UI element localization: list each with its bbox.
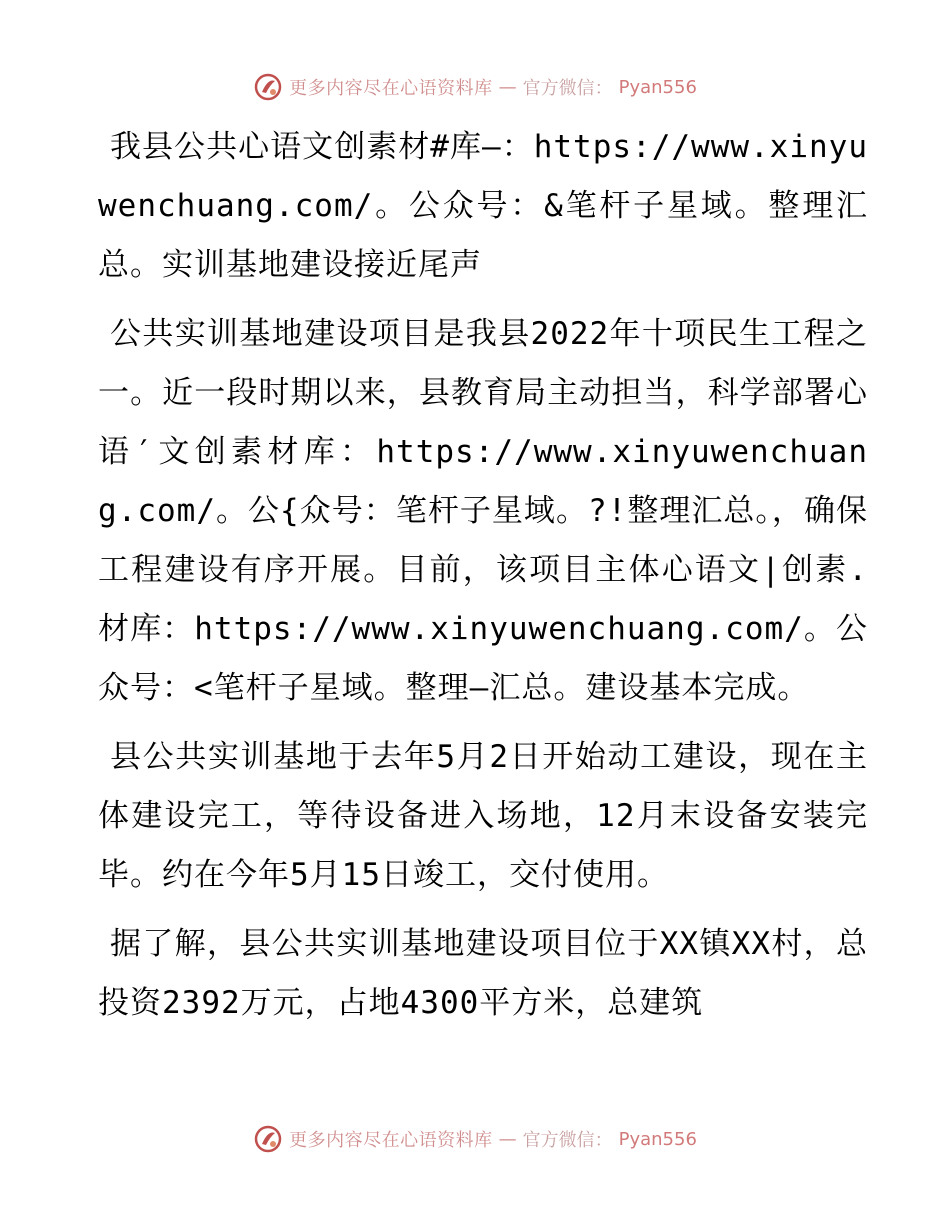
watermark-main-text: 更多内容尽在心语资料库	[289, 78, 493, 99]
paragraph-2: 公共实训基地建设项目是我县2022年十项民生工程之一。近一段时期以来，县教育局主动担当，科学部署心语′文创素材库：https://www.xinyuwenchuang.com/。公{众号：笔杆子星域。?!整理汇总。，确保工程建设有序开展。目前，该项目主体心语文|创素.材库：https://www.xinyuwenchuang.com/。公众号：<笔杆子星域。整理—汇总。建设基本完成。	[98, 316, 868, 706]
watermark-wechat-id: Pyan556	[618, 76, 697, 98]
footer-watermark	[0, 1124, 950, 1154]
paragraph-3: 县公共实训基地于去年5月2日开始动工建设，现在主体建设完工，等待设备进入场地，12月末设备安装完毕。约在今年5月15日竣工，交付使用。	[98, 739, 868, 893]
watermark-wechat-id: Pyan556	[618, 1128, 697, 1150]
paragraph-4: 据了解，县公共实训基地建设项目位于XX镇XX村，总投资2392万元，占地4300平方米，总建筑	[98, 926, 868, 1021]
document-body	[98, 118, 868, 1043]
watermark-main-text: 更多内容尽在心语资料库	[289, 1130, 493, 1151]
paragraph-1: 我县公共心语文创素材#库—：https://www.xinyuwenchuang.com/。公众号：&笔杆子星域。整理汇总。实训基地建设接近尾声	[98, 129, 868, 283]
header-watermark	[0, 72, 950, 102]
logo-icon	[253, 1124, 283, 1154]
watermark-sub-text: 官方微信：	[522, 78, 613, 99]
watermark-dash: —	[498, 76, 517, 98]
watermark-dash: —	[498, 1128, 517, 1150]
logo-icon	[253, 72, 283, 102]
watermark-sub-text: 官方微信：	[522, 1130, 613, 1151]
